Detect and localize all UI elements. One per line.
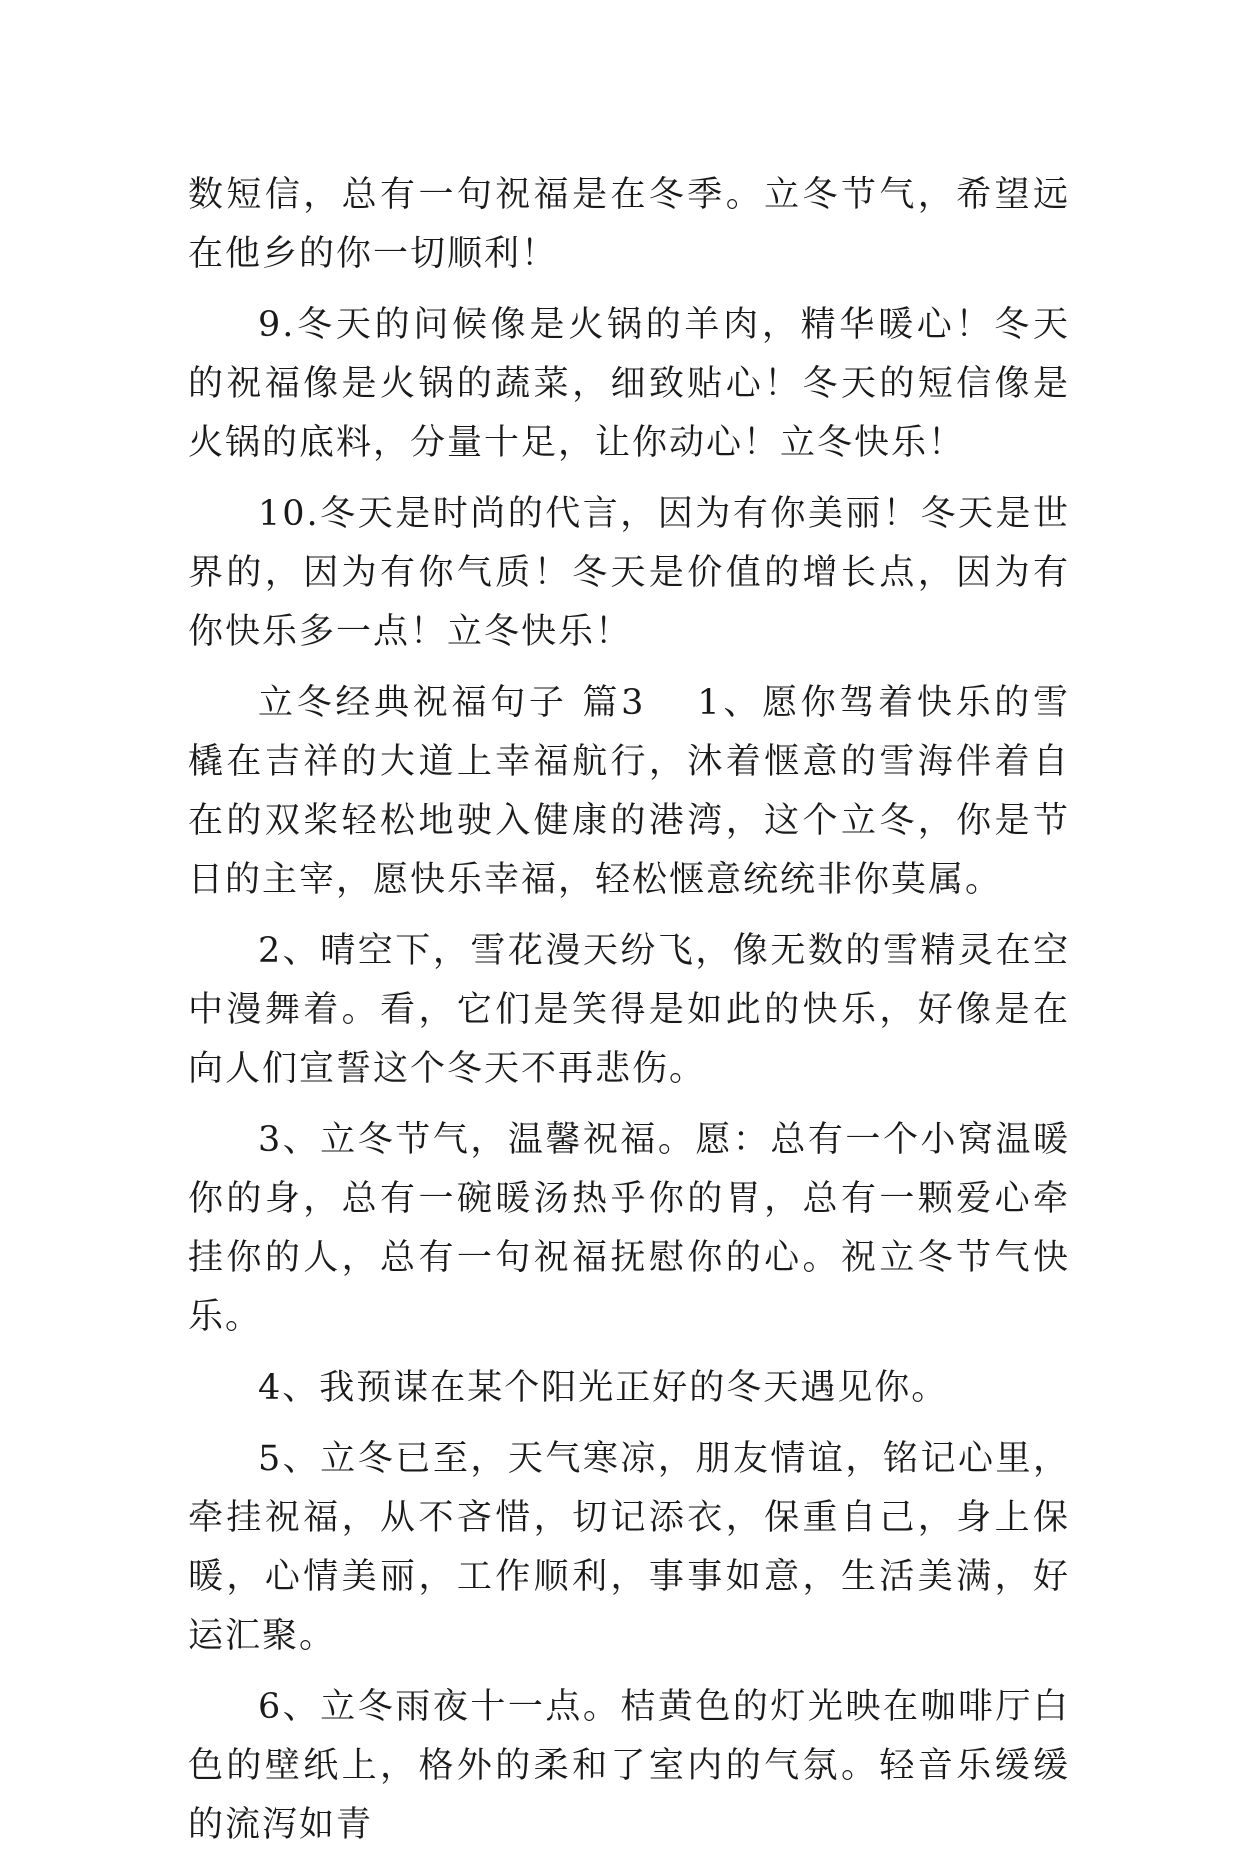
document-body [188,166,1070,1867]
paragraph-item-4: 4、我预谋在某个阳光正好的冬天遇见你。 [258,1368,949,1408]
paragraph-item-2: 2、晴空下，雪花漫天纷飞，像无数的雪精灵在空中漫舞着。看，它们是笑得是如此的快乐，好像是在向人们宣誓这个冬天不再悲伤。 [188,931,1070,1089]
section-heading: 立冬经典祝福句子 篇3 [258,683,646,723]
paragraph-item-6: 6、立冬雨夜十一点。桔黄色的灯光映在咖啡厅白色的壁纸上，格外的柔和了室内的气氛。轻音乐缓缓的流泻如青 [188,1687,1070,1845]
paragraph-item-3: 3、立冬节气，温馨祝福。愿：总有一个小窝温暖你的身，总有一碗暖汤热乎你的胃，总有一颗爱心牵挂你的人，总有一句祝福抚慰你的心。祝立冬节气快乐。 [188,1120,1070,1337]
section-paragraph [188,674,1070,910]
paragraph-item-10: 10.冬天是时尚的代言，因为有你美丽！冬天是世界的，因为有你气质！冬天是价值的增长点，因为有你快乐多一点！立冬快乐！ [188,494,1070,652]
paragraph-item-9: 9.冬天的问候像是火锅的羊肉，精华暖心！冬天的祝福像是火锅的蔬菜，细致贴心！冬天的短信像是火锅的底料，分量十足，让你动心！立冬快乐！ [188,305,1070,463]
section-item-1: 1、愿你驾着快乐的雪橇在吉祥的大道上幸福航行，沐着惬意的雪海伴着自在的双桨轻松地驶入健康的港湾，这个立冬，你是节日的主宰，愿快乐幸福，轻松惬意统统非你莫属。 [188,683,1070,900]
paragraph-item-5: 5、立冬已至，天气寒凉，朋友情谊，铭记心里，牵挂祝福，从不吝惜，切记添衣，保重自己，身上保暖，心情美丽，工作顺利，事事如意，生活美满，好运汇聚。 [188,1439,1070,1656]
paragraph-continued: 数短信，总有一句祝福是在冬季。立冬节气，希望远在他乡的你一切顺利！ [188,175,1070,274]
